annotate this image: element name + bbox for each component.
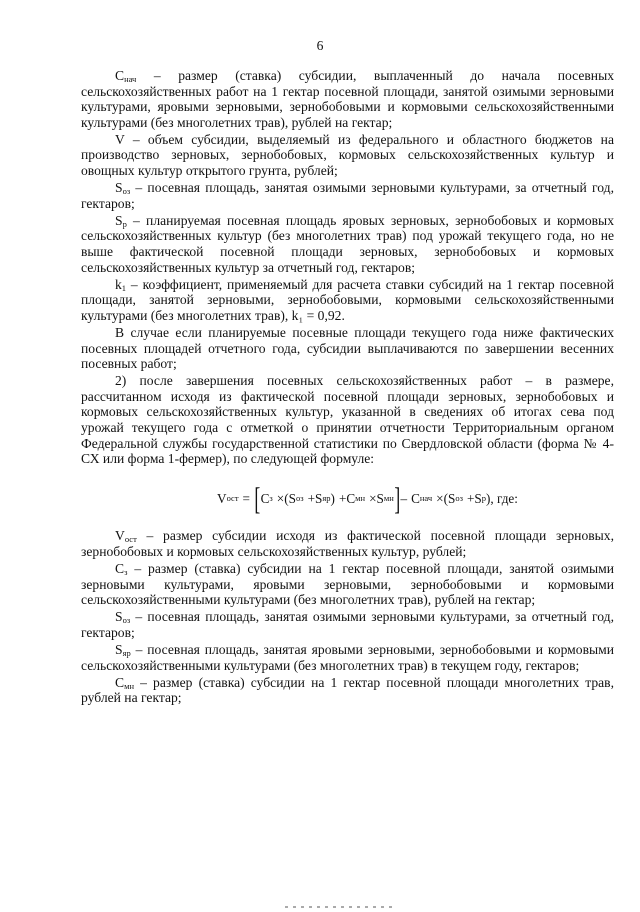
symbol: C (115, 68, 125, 83)
formula-symbol: C (346, 490, 356, 506)
definition-v-ost (81, 528, 614, 559)
definition-text: – размер (ставка) субсидии, выплаченный до начала посевных сельскохозяйственных работ на 1 гектар посевной площади, занятой озимыми зерновыми культурами, яровыми зерновыми, зернобобовыми и кормовыми сельскохозяйственными культурами (без многолетних трав), рублей на гектар; (81, 68, 614, 130)
definition-text: – коэффициент, применяемый для расчета ставки субсидий на 1 гектар посевной площади, занятой зерновыми, зернобобовыми, кормовыми сельскохозяйственными культурами (без многолетних трав), k₁ = 0,92. (81, 276, 614, 323)
definition-c-z (81, 561, 614, 608)
symbol: k (115, 276, 122, 292)
formula-symbol: S (447, 490, 456, 506)
definition-text: – посевная площадь, занятая яровыми зерновыми, зернобобовыми и кормовыми сельскохозяйственными культурами (без многолетних трав) в текущем году, гектаров; (81, 642, 614, 673)
formula-operator: × (436, 490, 444, 506)
symbol-subscript: оз (122, 186, 131, 197)
symbol: S (115, 609, 123, 625)
definition-text: – объем субсидии, выделяемый из федерального и областного бюджетов на производство зерновых, зернобобовых, кормовых сельскохозяйственных культур и овощных культур открытого грунта, рублей; (81, 131, 614, 179)
definition-v (81, 132, 614, 179)
formula-operator: × (369, 490, 377, 506)
symbol: V (115, 528, 125, 544)
document-body (81, 68, 614, 707)
definition-s-oz-2 (81, 609, 614, 640)
symbol: V (115, 131, 125, 147)
definition-text: – посевная площадь, занятая озимыми зерновыми культурами, за отчетный год, гектаров; (81, 609, 614, 640)
symbol-subscript: мн (124, 680, 135, 691)
symbol-subscript: р (122, 218, 127, 229)
definition-s-oz (81, 180, 614, 211)
formula-symbol: S (376, 490, 384, 506)
formula-symbol: S (315, 490, 323, 506)
symbol-subscript: ост (124, 534, 137, 545)
definition-c-nach (81, 68, 614, 130)
definition-text: – размер (ставка) субсидии на 1 гектар посевной площади многолетних трав, рублей на гектар; (81, 674, 614, 706)
symbol: S (115, 212, 123, 228)
symbol-subscript: нач (124, 74, 137, 84)
formula-symbol: S (474, 490, 482, 506)
definition-text: – размер субсидии исходя из фактической посевной площади зерновых, зернобобовых и кормовых сельскохозяйственных культур, рублей; (81, 528, 614, 559)
definition-c-mn (81, 675, 614, 706)
scan-artifact (285, 896, 405, 899)
formula (81, 468, 614, 528)
symbol-subscript: оз (122, 615, 131, 626)
definition-text: – планируемая посевная площадь яровых зерновых, зернобобовых и кормовых сельскохозяйственных культур (без многолетних трав) под урожай текущего года, но не выше фактической посевной площади зерновых, зернобобовых и кормовых сельскохозяйственных культур за отчетный год, гектаров; (81, 212, 614, 275)
definition-s-yar (81, 642, 614, 673)
symbol: C (115, 561, 125, 577)
formula-operator: × (276, 490, 285, 506)
definition-k1 (81, 277, 614, 324)
definition-text: – размер (ставка) субсидии на 1 гектар посевной площади, занятой озимыми зерновыми культурами, яровыми зерновыми, зернобобовыми и кормовыми сельскохозяйственными культурами (без многолетних трав), рублей на гектар; (81, 561, 614, 608)
formula-symbol: V (217, 490, 227, 506)
formula-operator: = (242, 490, 250, 506)
formula-expression: V ост = [ C з × ( S оз + S яр ) + C мн × S мн ] – C нач × ( S оз + S р ) , где: (217, 480, 518, 517)
formula-operator: – (400, 490, 408, 506)
formula-symbol: C (411, 490, 420, 506)
formula-symbol: C (260, 490, 270, 506)
page-number: 6 (316, 38, 324, 53)
definition-s-r (81, 213, 614, 275)
symbol: S (115, 642, 123, 657)
symbol-subscript: з (124, 567, 128, 578)
definition-text: – посевная площадь, занятая озимыми зерновыми культурами, за отчетный год, гектаров; (81, 180, 614, 211)
formula-operator: + (466, 490, 475, 506)
paragraph-item-2: 2) после завершения посевных сельскохозяйственных работ – в размере, рассчитанном исходя из фактической посевной площади зерновых, зернобобовых и кормовых сельскохозяйственных культур, указанной в сведениях об итогах сева под урожай текущего года с отметкой о принятии отчетности Территориальным органом Федеральной службы государственной статистики по Свердловской области (форма № 4-СХ или форма 1-фермер), по следующей формуле: (81, 373, 614, 467)
symbol: S (115, 180, 123, 196)
symbol-subscript: 1 (121, 282, 127, 293)
formula-symbol: S (288, 490, 296, 506)
formula-operator: + (307, 490, 316, 506)
formula-tail: , где: (490, 490, 518, 506)
paragraph-note: В случае если планируемые посевные площади текущего года ниже фактических посевных площадей отчетного года, субсидии выплачиваются по завершении весенних посевных работ; (81, 325, 614, 372)
left-bracket: [ (254, 480, 261, 517)
formula-operator: + (338, 490, 347, 506)
symbol-subscript: яр (122, 648, 131, 658)
symbol: C (115, 674, 125, 690)
right-bracket: ] (394, 480, 401, 517)
